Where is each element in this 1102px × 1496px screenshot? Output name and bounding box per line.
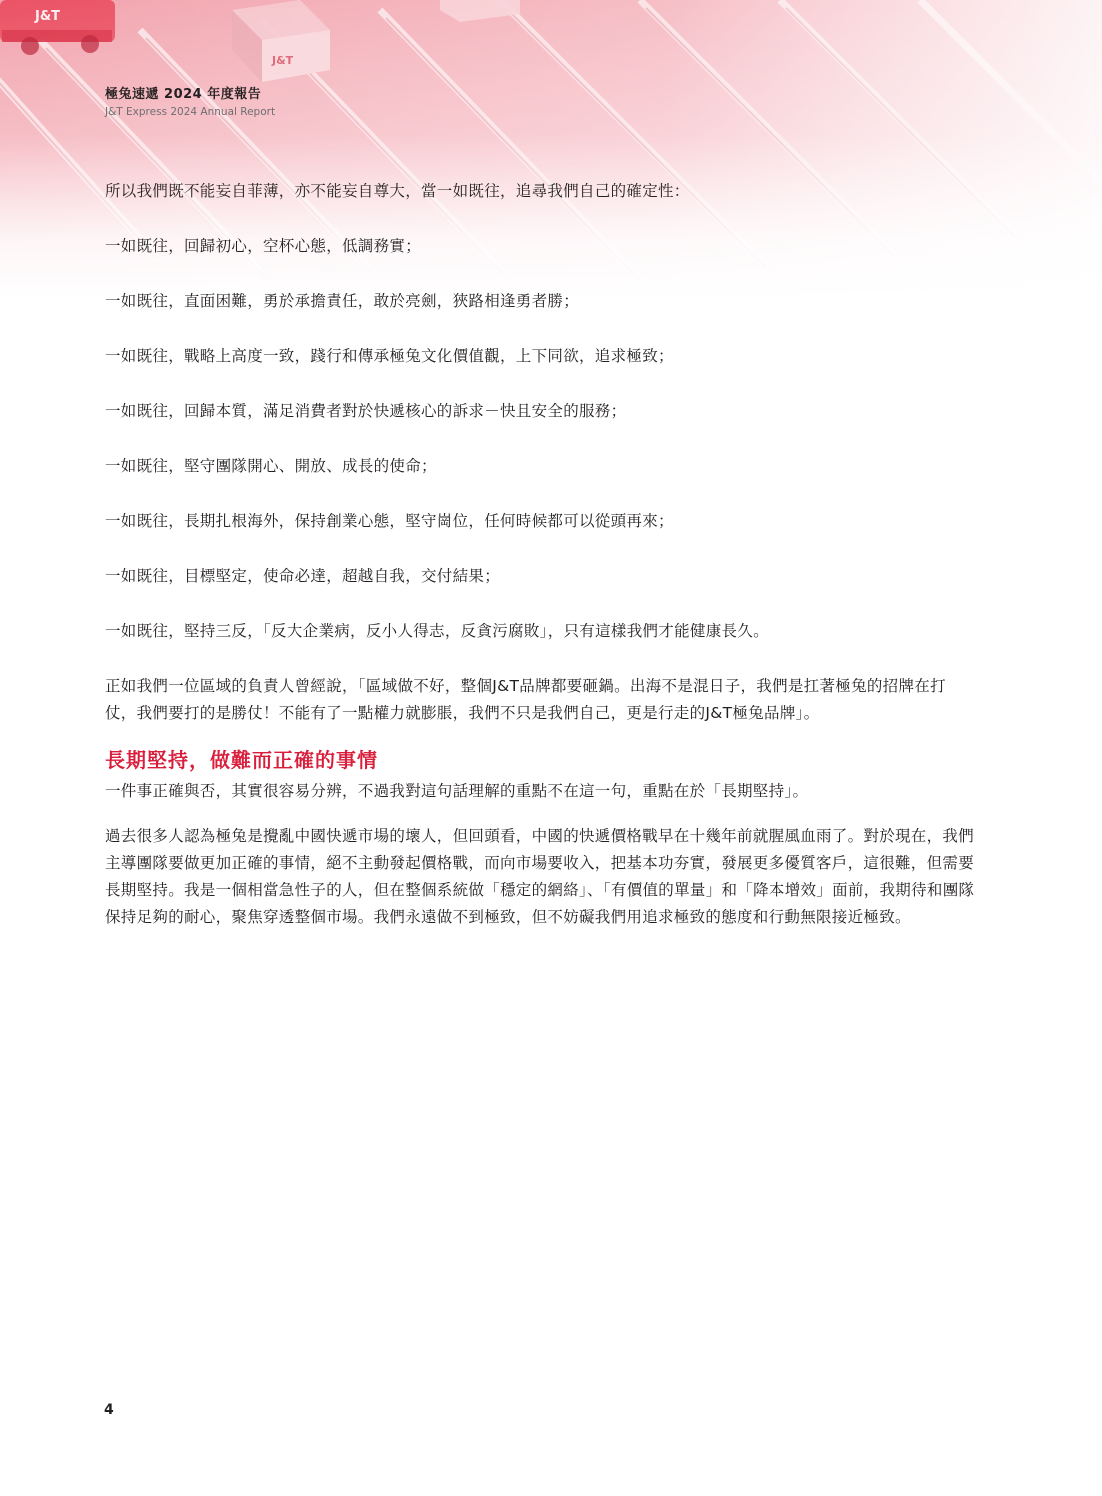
paragraph: 一件事正確與否，其實很容易分辨，不過我對這句話理解的重點不在這一句，重點在於「長期堅持」。 [105,782,809,800]
list-item: 一如既往，堅持三反，「反大企業病，反小人得志，反貪污腐敗」，只有這樣我們才能健康長久。 [105,622,769,640]
list-item: 一如既往，戰略上高度一致，踐行和傳承極兔文化價值觀，上下同欲，追求極致； [105,347,674,365]
report-header [105,86,275,119]
list-item: 一如既往，回歸本質，滿足消費者對於快遞核心的訴求－快且安全的服務； [105,402,627,420]
list-item: 一如既往，堅守團隊開心、開放、成長的使命； [105,457,437,475]
report-subtitle: J&T Express 2024 Annual Report [105,106,276,118]
body-content [105,178,975,931]
list-item: 一如既往，直面困難，勇於承擔責任，敢於亮劍，狹路相逢勇者勝； [105,292,580,310]
paragraph: 正如我們一位區域的負責人曾經說，「區域做不好，整個J&T品牌都要砸鍋。出海不是混日子，我們是扛著極兔的招牌在打仗，我們要打的是勝仗！不能有了一點權力就膨脹，我們不只是我們自己，更是行走的J&T極兔品牌」。 [105,677,946,722]
list-item: 一如既往，回歸初心，空杯心態，低調務實； [105,237,422,255]
report-title: 極兔速遞 2024 年度報告 [105,87,262,102]
section-heading: 長期堅持，做難而正確的事情 [105,748,378,772]
list-item: 一如既往，目標堅定，使命必達，超越自我，交付結果； [105,567,501,585]
page-number: 4 [104,1402,114,1418]
list-item: 一如既往，長期扎根海外，保持創業心態，堅守崗位，任何時候都可以從頭再來； [105,512,674,530]
paragraph: 過去很多人認為極兔是攪亂中國快遞市場的壞人，但回頭看，中國的快遞價格戰早在十幾年前就腥風血雨了。對於現在，我們主導團隊要做更加正確的事情，絕不主動發起價格戰，而向市場要收入，把基本功夯實，發展更多優質客戶，這很難，但需要長期堅持。我是一個相當急性子的人，但在整個系統做「穩定的網絡」、「有價值的單量」和「降本增效」面前，我期待和團隊保持足夠的耐心，聚焦穿透整個市場。我們永遠做不到極致，但不妨礙我們用追求極致的態度和行動無限接近極致。 [105,827,975,926]
paragraph: 所以我們既不能妄自菲薄，亦不能妄自尊大，當一如既往，追尋我們自己的確定性： [105,182,690,200]
